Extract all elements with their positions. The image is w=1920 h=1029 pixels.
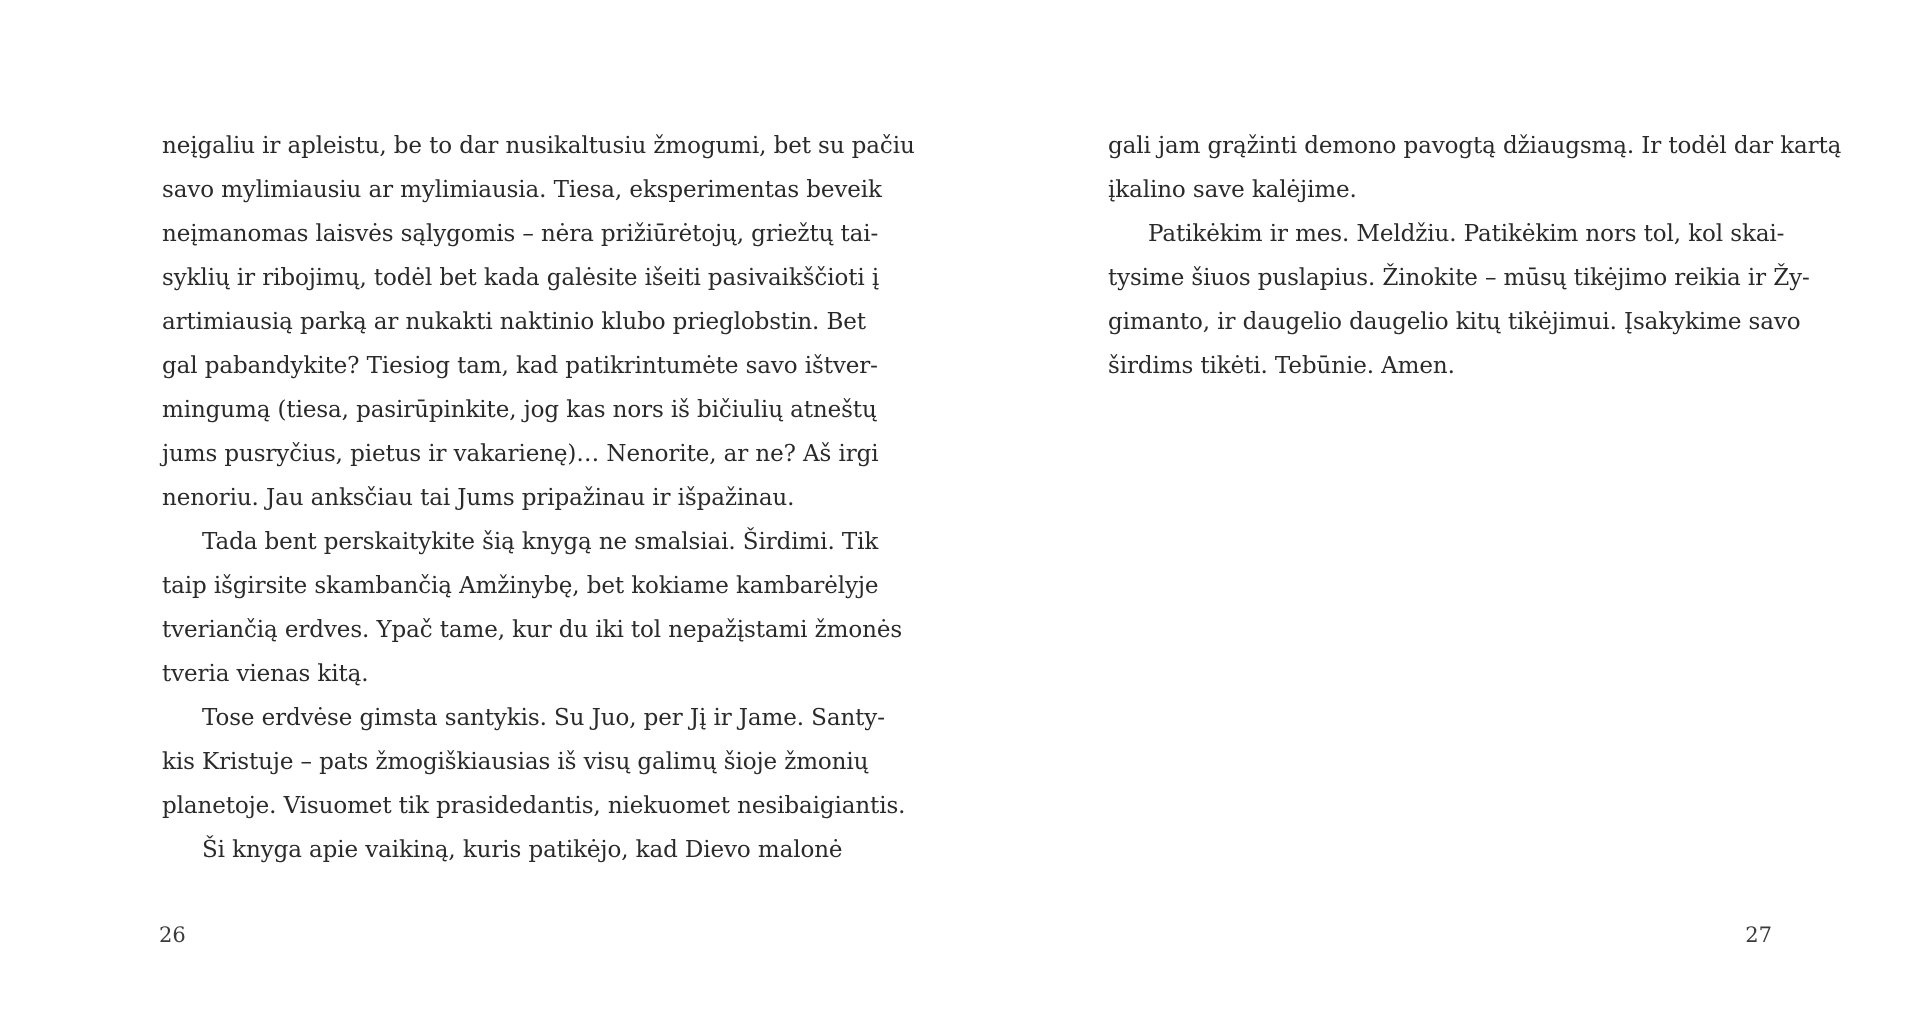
- text-line: tysime šiuos puslapius. Žinokite – mūsų tikėjimo reikia ir Žy-: [1108, 265, 1810, 291]
- text-line: Tada bent perskaitykite šią knygą ne smalsiai. Širdimi. Tik: [202, 529, 879, 555]
- text-line: neįgaliu ir apleistu, be to dar nusikaltusiu žmogumi, bet su pačiu: [162, 133, 915, 159]
- right-page: [960, 0, 1920, 1029]
- text-line: gimanto, ir daugelio daugelio kitų tikėjimui. Įsakykime savo: [1108, 309, 1801, 335]
- text-line: gal pabandykite? Tiesiog tam, kad patikrintumėte savo ištver-: [162, 353, 878, 379]
- text-line: Tose erdvėse gimsta santykis. Su Juo, per Jį ir Jame. Santy-: [202, 705, 885, 731]
- text-line: mingumą (tiesa, pasirūpinkite, jog kas nors iš bičiulių atneštų: [162, 397, 877, 423]
- text-line: tveria vienas kitą.: [162, 661, 369, 687]
- text-line: įkalino save kalėjime.: [1108, 177, 1357, 203]
- left-page-text: [162, 124, 915, 872]
- page-number: 26: [159, 923, 186, 947]
- text-line: Patikėkim ir mes. Meldžiu. Patikėkim nors tol, kol skai-: [1148, 221, 1785, 247]
- text-line: planetoje. Visuomet tik prasidedantis, niekuomet nesibaigiantis.: [162, 793, 906, 819]
- text-line: gali jam grąžinti demono pavogtą džiaugsmą. Ir todėl dar kartą: [1108, 133, 1842, 159]
- text-line: savo mylimiausiu ar mylimiausia. Tiesa, eksperimentas beveik: [162, 177, 882, 203]
- text-line: artimiausią parką ar nukakti naktinio klubo prieglobstin. Bet: [162, 309, 866, 335]
- text-line: širdims tikėti. Tebūnie. Amen.: [1108, 353, 1455, 379]
- text-line: jums pusryčius, pietus ir vakarienę)… Nenorite, ar ne? Aš irgi: [162, 441, 879, 467]
- text-line: Ši knyga apie vaikiną, kuris patikėjo, kad Dievo malonė: [202, 837, 843, 863]
- page-number: 27: [1745, 923, 1772, 947]
- text-line: kis Kristuje – pats žmogiškiausias iš visų galimų šioje žmonių: [162, 749, 869, 775]
- text-line: tveriančią erdves. Ypač tame, kur du iki tol nepažįstami žmonės: [162, 617, 903, 643]
- text-line: neįmanomas laisvės sąlygomis – nėra prižiūrėtojų, griežtų tai-: [162, 221, 879, 247]
- text-line: taip išgirsite skambančią Amžinybę, bet kokiame kambarėlyje: [162, 573, 879, 599]
- right-page-text: [1108, 124, 1842, 388]
- text-line: syklių ir ribojimų, todėl bet kada galėsite išeiti pasivaikščioti į: [162, 265, 880, 291]
- text-line: nenoriu. Jau anksčiau tai Jums pripažinau ir išpažinau.: [162, 485, 795, 511]
